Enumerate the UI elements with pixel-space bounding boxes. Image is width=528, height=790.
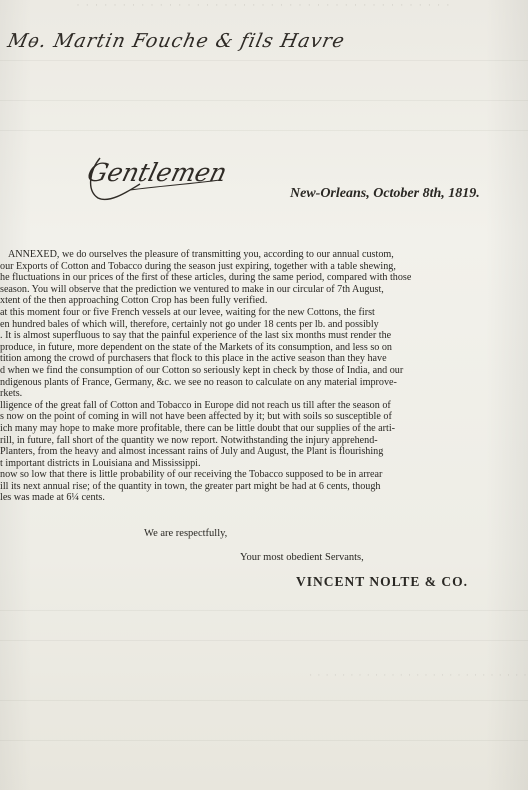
handwritten-salutation: Gentlemen xyxy=(84,158,230,187)
body-line: now so low that there is little probability of our receiving the Tobacco supposed to be in arrear xyxy=(0,469,383,481)
body-line: d when we find the consumption of our Cotton so seriously kept in check by those of India, and our xyxy=(0,364,404,376)
body-line: he fluctuations in our prices of the first of these articles, during the same period, compared with those xyxy=(0,272,412,284)
body-line: ich many may hope to make more profitable, there can be little doubt that our supplies of the arti- xyxy=(0,422,396,434)
body-line: . It is almost superfluous to say that the painful experience of the last six months must render the xyxy=(0,330,392,342)
show-through-header: · · · · · · · · · · · · · · · · · · · · · · · · · · · · · · · · · · · · · · · · · xyxy=(76,0,452,10)
ruled-line xyxy=(0,740,528,741)
body-line: s now on the point of coming in will not have been affected by it; but with soils so susceptible of xyxy=(0,411,392,423)
closing-servants: Your most obedient Servants, xyxy=(240,552,364,563)
body-line: lligence of the great fall of Cotton and Tobacco in Europe did not reach us till after the season of xyxy=(0,399,391,411)
ruled-line xyxy=(0,610,528,611)
body-line: t important districts in Louisiana and Mississippi. xyxy=(0,457,201,469)
ruled-line xyxy=(0,640,528,641)
body-line: xtent of the then approaching Cotton Crop has been fully verified. xyxy=(0,295,268,307)
body-line: ndigenous plants of France, Germany, &c. we see no reason to calculate on any material improve- xyxy=(0,376,397,388)
letter-body xyxy=(0,249,528,504)
body-line: produce, in future, more dependent on the state of the Markets of its consumption, and less so on xyxy=(0,341,392,353)
body-line: at this moment four or five French vessels at our levee, waiting for the new Cottons, the first xyxy=(0,306,375,318)
body-line: our Exports of Cotton and Tobacco during the season just expiring, together with a table shewing, xyxy=(0,260,396,272)
body-line: en hundred bales of which will, therefore, certainly not go under 18 cents per lb. and possibly xyxy=(0,318,379,330)
body-line: ANNEXED, we do ourselves the pleasure of transmitting you, according to our annual custom, xyxy=(8,249,394,260)
ruled-line xyxy=(0,130,528,131)
body-line: season. You will observe that the prediction we ventured to make in our circular of 7th August, xyxy=(0,283,384,295)
body-line: ill its next annual rise; of the quantity in town, the greater part might be had at 6 cents, though xyxy=(0,480,381,492)
body-line: Planters, from the heavy and almost incessant rains of July and August, the Plant is flourishing xyxy=(0,446,384,458)
body-line: rill, in future, fall short of the quantity we now report. Notwithstanding the injury apprehend- xyxy=(0,434,378,446)
ruled-line xyxy=(0,60,528,61)
body-line: rkets. xyxy=(0,388,23,400)
show-through-text: · · · · · · · · · · · · · · · · · · · · · · · · · · · xyxy=(309,670,528,680)
ruled-line xyxy=(0,100,528,101)
place-date: New-Orleans, October 8th, 1819. xyxy=(290,186,480,201)
body-line: tition among the crowd of purchasers that flock to this place in the active season than they have xyxy=(0,353,387,365)
body-line: les was made at 6¼ cents. xyxy=(0,492,105,504)
signature-firm: VINCENT NOLTE & CO. xyxy=(296,574,469,589)
ruled-line xyxy=(0,700,528,701)
closing-respect: We are respectfully, xyxy=(144,528,228,539)
handwritten-addressee: Mѳ. Martin Fouche & fils Havre xyxy=(5,30,348,52)
